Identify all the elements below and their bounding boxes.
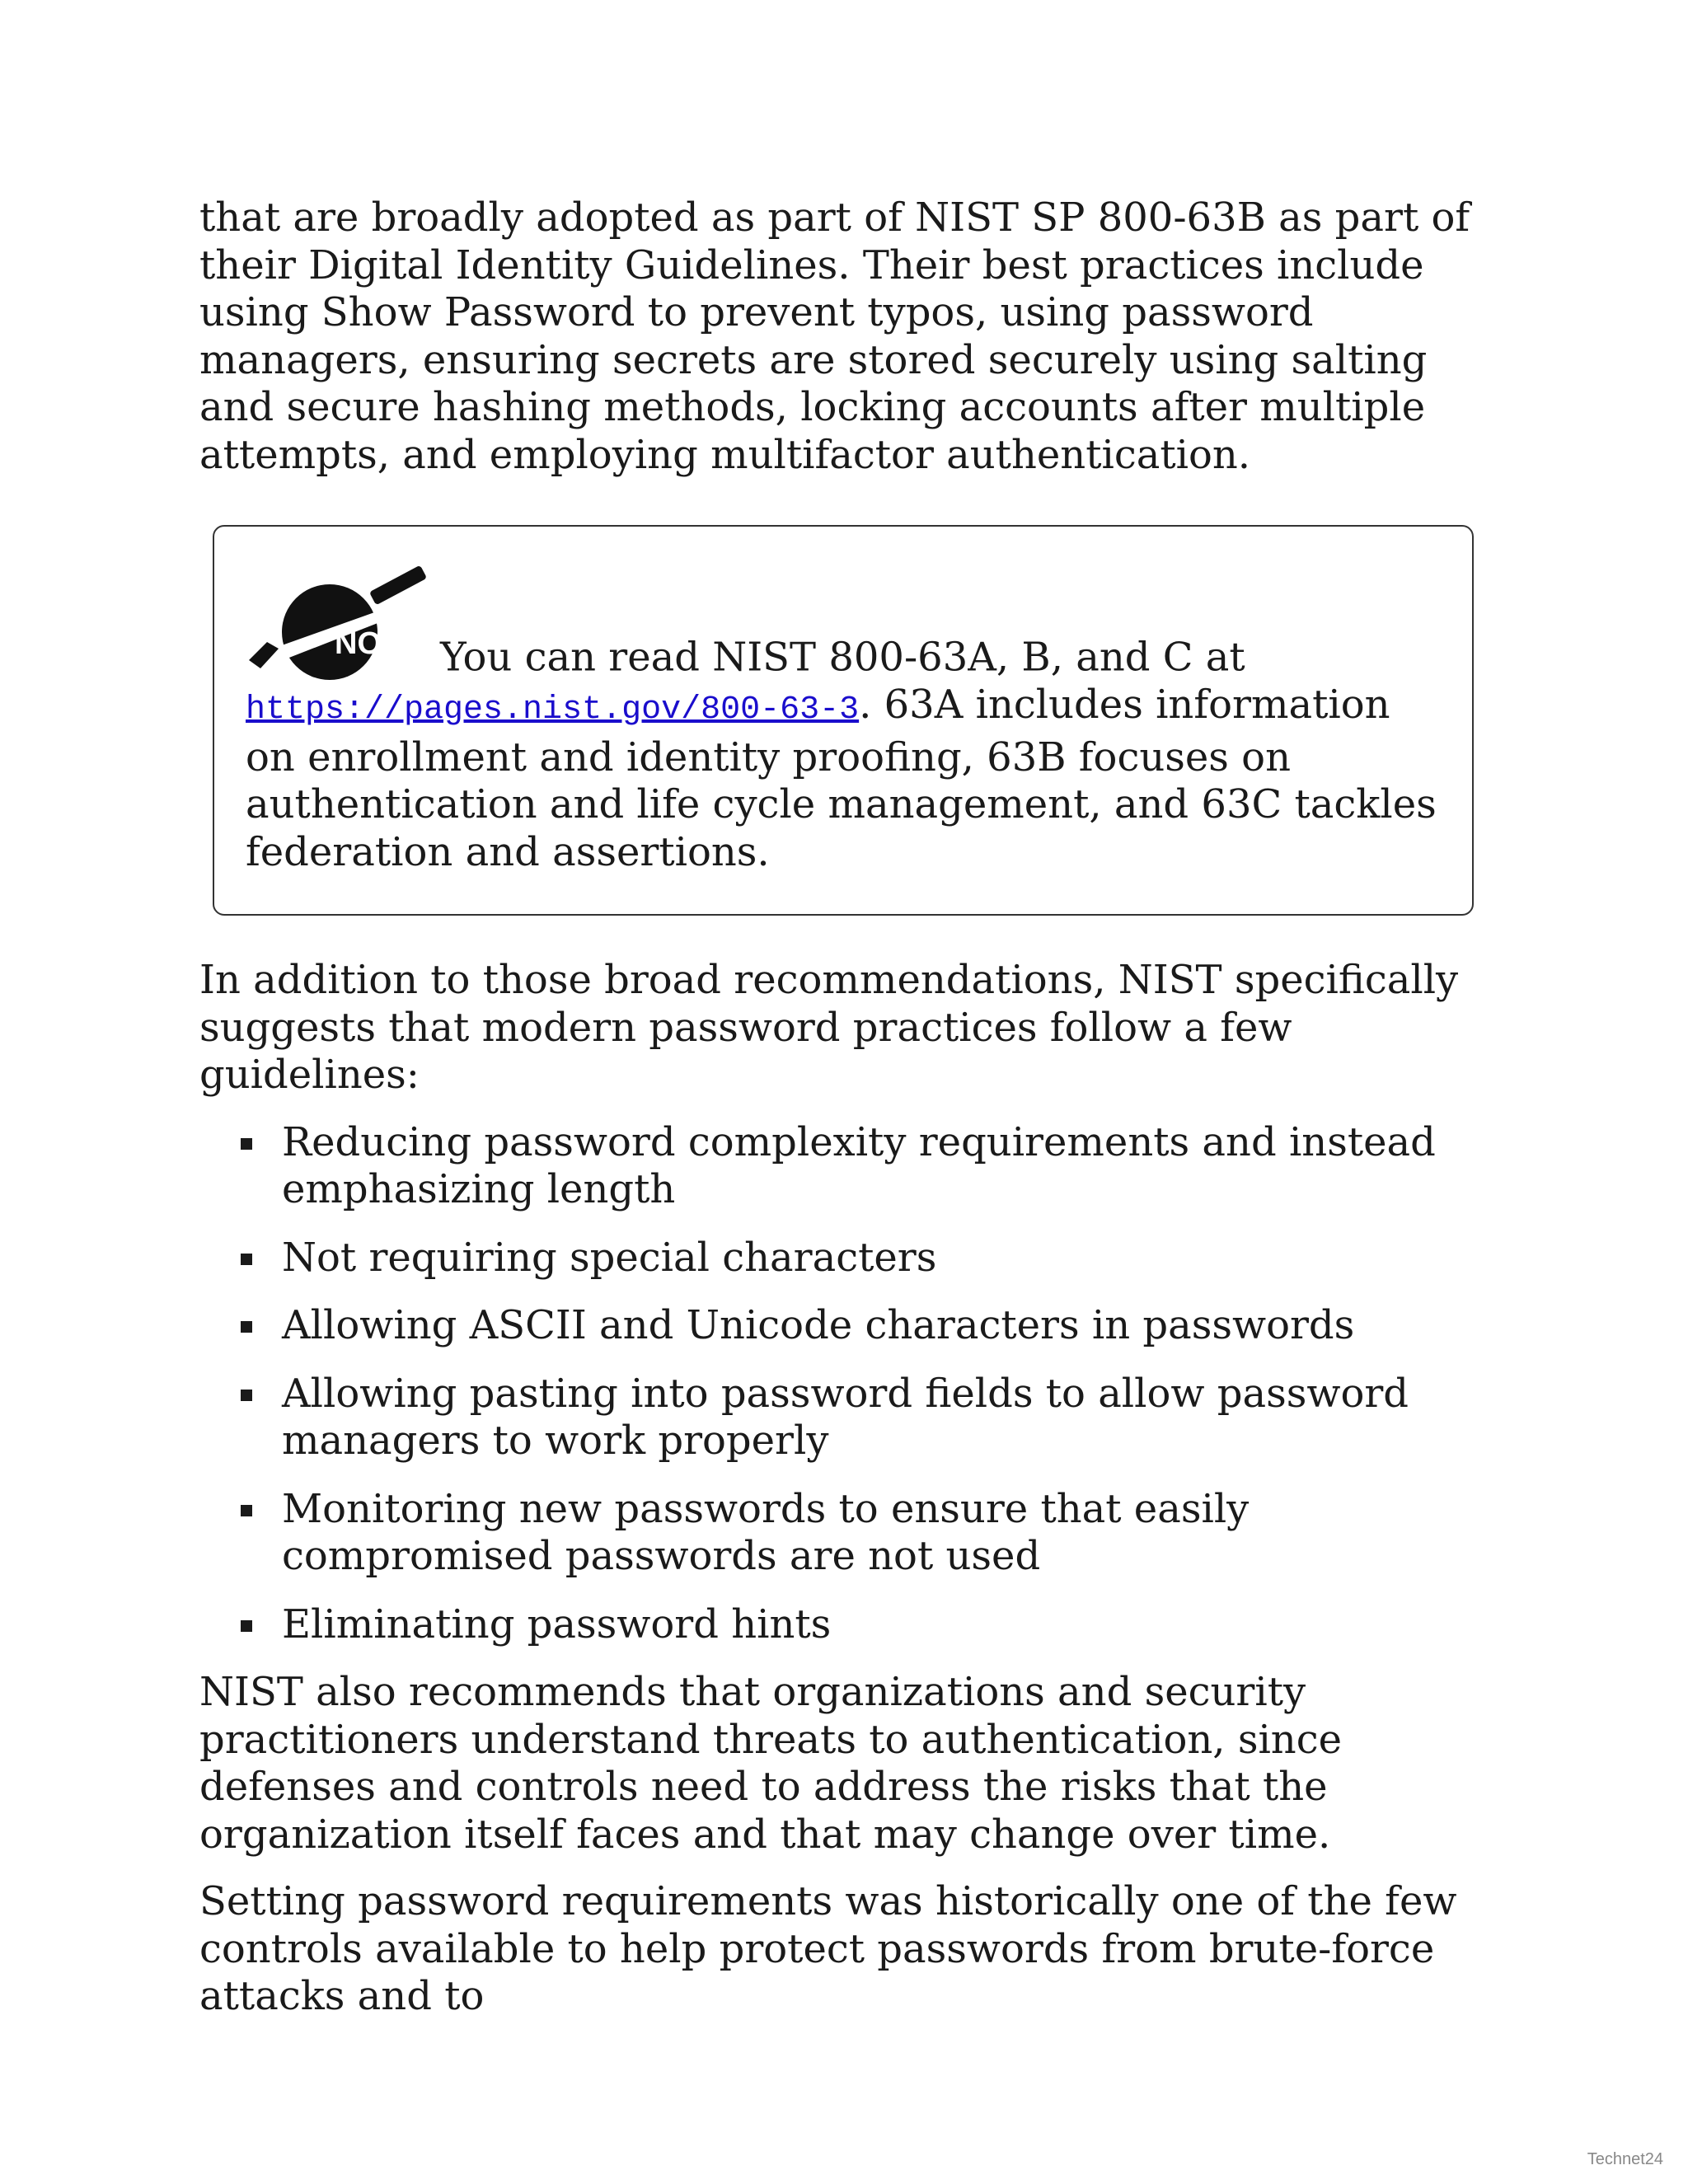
paragraph-intro: that are broadly adopted as part of NIST SP 800-63B as part of their Digital Identity Guidelines. Their best practices include using Show Password to prevent typos, using password managers, ensuring secrets are stored securely using salting and secure hashing methods, locking accounts after multiple attempts, and employing multifactor authentication. (199, 194, 1470, 478)
list-item (282, 1235, 1502, 1282)
note-box (213, 525, 1474, 916)
list-item (282, 1302, 1502, 1350)
list-item-text: Monitoring new passwords to ensure that easily compromised passwords are not used (282, 1485, 1250, 1579)
list-item (282, 1371, 1502, 1465)
guidelines-list (199, 1119, 1502, 1649)
list-item-text: Eliminating password hints (282, 1601, 832, 1647)
paragraph-threats: NIST also recommends that organizations and security practitioners understand threats to authentication, since defenses and controls need to address the risks that the organization itself faces and that may change over time. (199, 1669, 1342, 1858)
square-bullet-icon (241, 1254, 252, 1265)
list-item (282, 1119, 1502, 1214)
note-icon-label: NOTE (335, 626, 422, 661)
list-item-text: Allowing ASCII and Unicode characters in passwords (282, 1302, 1355, 1348)
square-bullet-icon (241, 1505, 252, 1516)
page-content (199, 194, 1502, 2021)
list-item-text: Allowing pasting into password fields to allow password managers to work properly (282, 1370, 1409, 1464)
list-item-text: Reducing password complexity requirements and instead emphasizing length (282, 1118, 1436, 1212)
note-text (246, 563, 1441, 876)
note-bomb-icon (246, 563, 437, 680)
square-bullet-icon (241, 1390, 252, 1401)
note-text-after-link: . 63A includes information on enrollment and identity proofing, 63B focuses on authentication and life cycle management, and 63C tackles federation and assertions. (246, 682, 1437, 875)
square-bullet-icon (241, 1138, 252, 1150)
paragraph-guidelines-intro: In addition to those broad recommendations, NIST specifically suggests that modern password practices follow a few guidelines: (199, 957, 1459, 1098)
square-bullet-icon (241, 1620, 252, 1632)
paragraph-requirements: Setting password requirements was historically one of the few controls available to help protect passwords from brute-force attacks and to (199, 1878, 1457, 2019)
list-item (282, 1601, 1502, 1649)
square-bullet-icon (241, 1321, 252, 1333)
nist-link[interactable]: https://pages.nist.gov/800-63-3 (246, 691, 860, 729)
list-item (282, 1486, 1502, 1581)
footer-watermark: Technet24 (1587, 2150, 1663, 2168)
list-item-text: Not requiring special characters (282, 1234, 937, 1281)
note-text-before-link: You can read NIST 800-63A, B, and C at (440, 634, 1245, 681)
